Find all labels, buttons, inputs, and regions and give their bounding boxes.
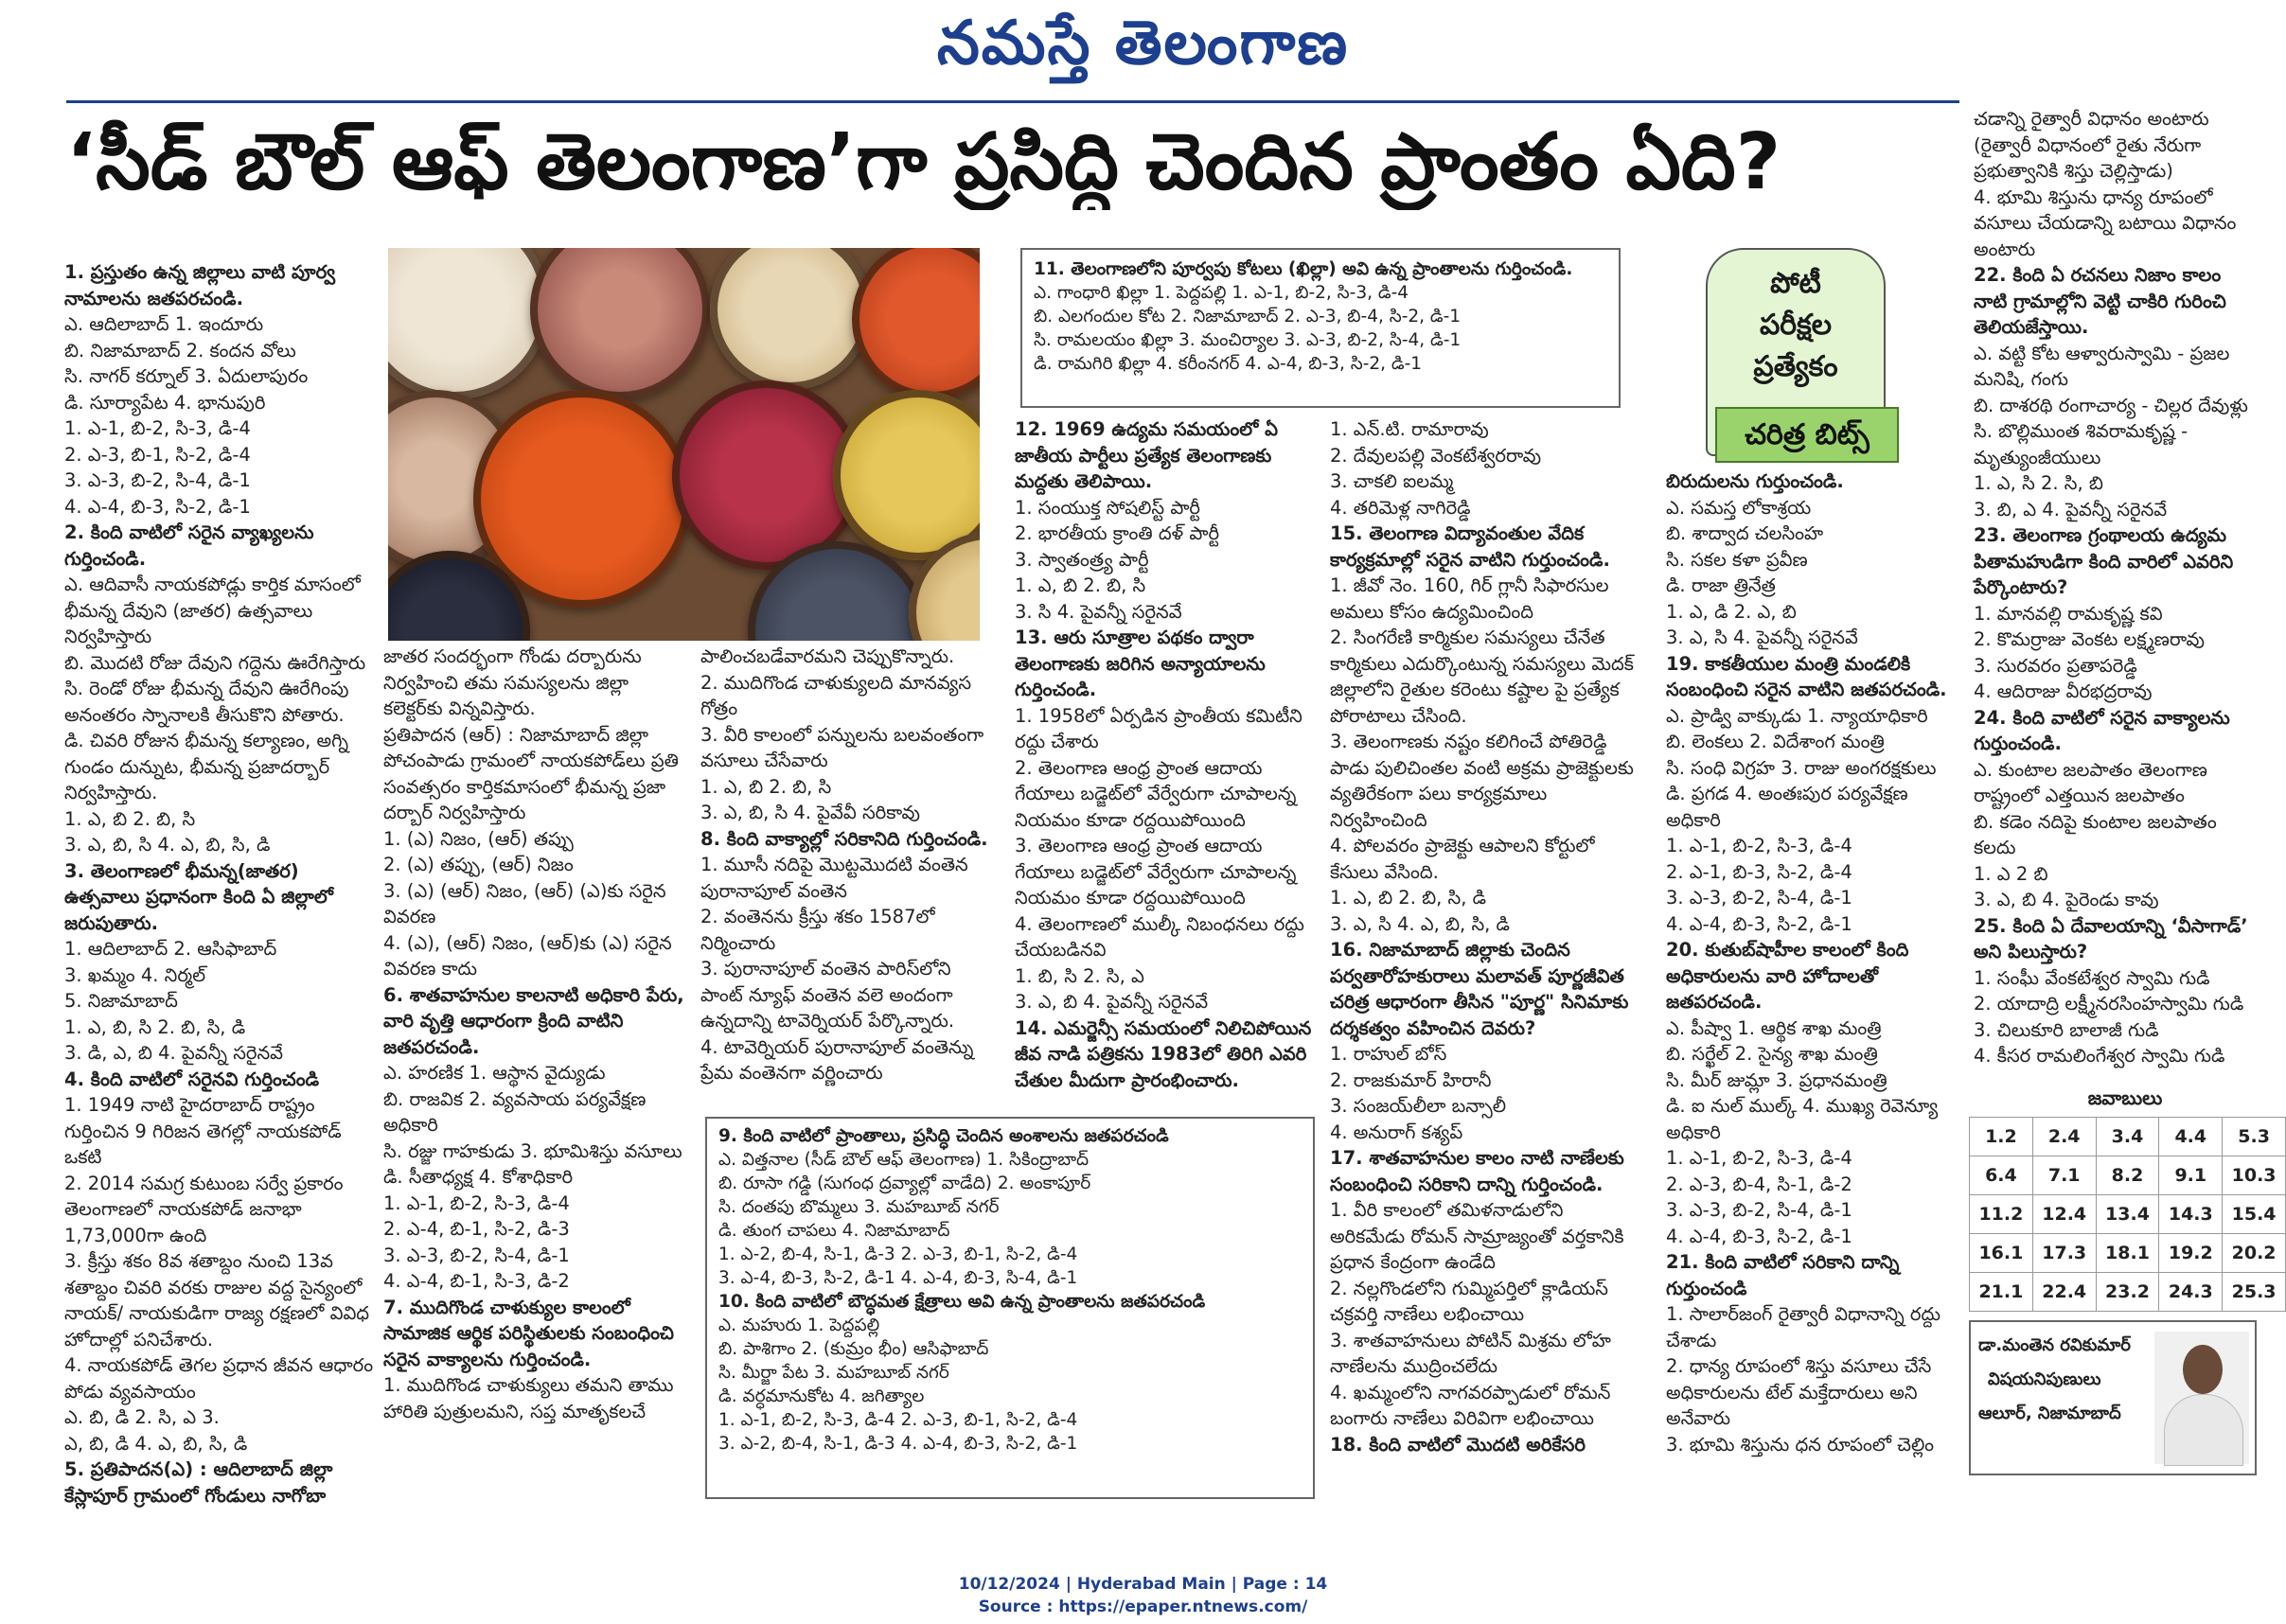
option-text: 2. 2014 సమగ్ర కుటుంబ సర్వే ప్రకారం తెలంగాణలో నాయకపోడ్ జనాభా 1,73,000గా ఉంది xyxy=(64,1172,344,1246)
option-text: డి. వర్ధమానుకోట 4. జగిత్యాల xyxy=(718,1386,925,1406)
answer-cell: 10.3 xyxy=(2223,1156,2286,1195)
option-text: బి. దాశరథి రంగాచార్య - చిల్లర దేవుళ్లు xyxy=(1974,394,2248,416)
bowl-speckled-beans xyxy=(530,248,710,399)
option-text: 1. ఎ 2 బి xyxy=(1974,862,2048,885)
author-name: డా.మంతెన రవికుమార్ xyxy=(1978,1335,2131,1355)
option-text: 2. ఎ-1, బి-3, సి-2, డి-4 xyxy=(1666,860,1852,883)
option-text: 1. ఎ-2, బి-4, సి-1, డి-3 2. ఎ-3, బి-1, సి-2, డి-4 xyxy=(718,1244,1078,1264)
option-text: సి. రజ్జు గాహకుడు 3. భూమిశిస్తు వసూలు xyxy=(383,1139,682,1162)
col6-lines xyxy=(1666,468,1950,1457)
option-text: బి. కడెం నదిపై కుంటాల జలపాతం కలదు xyxy=(1974,810,2217,858)
question-text: 16. నిజామాబాద్ జిల్లాకు చెందిన పర్వతారోహకురాలు మలావత్ పూర్ణజీవిత చరిత్ర ఆధారంగా తీసిన "పూర్ణ" సినిమాకు దర్శకత్వం వహించిన దెవరు? xyxy=(1330,939,1629,1039)
option-text: 2. ఎ-3, బి-4, సి-1, డి-2 xyxy=(1666,1173,1852,1195)
question-text: 5. ప్రతిపాదన(ఎ) : ఆదిలాబాద్ జిల్లా కేస్లాపూర్ గ్రామంలో గోండులు నాగోబా xyxy=(64,1458,333,1507)
option-text: ఎ, బి, డి 4. ఎ, బి, సి, డి xyxy=(64,1432,248,1455)
badge-line-1: పోటీ xyxy=(1770,267,1821,300)
option-text: 1. ఎ, బి, సి 2. బి, సి, డి xyxy=(64,1015,246,1038)
answer-cell: 18.1 xyxy=(2096,1234,2159,1273)
option-text: 1. ఎ-1, బి-2, సి-3, డి-4 xyxy=(383,1192,570,1214)
option-text: ఎ. బి, డి 2. సి, ఎ 3. xyxy=(64,1406,220,1428)
answer-cell: 22.4 xyxy=(2032,1273,2096,1312)
option-text: 1. ఎ-1, బి-2, సి-3, డి-4 xyxy=(1666,1147,1852,1169)
option-text: 2. ధాన్య రూపంలో శిస్తు వసూలు చేసే అధికారులను టేల్ మక్తేదారులు అని అనేవారు xyxy=(1666,1355,1932,1429)
option-text: 1. మానవల్లి రామకృష్ణ కవి xyxy=(1974,602,2163,625)
option-text: 2. (ఎ) తప్పు, (ఆర్) నిజం xyxy=(383,854,574,875)
option-text: 1. ఎ, బి 2. బి, సి, డి xyxy=(1330,887,1487,909)
column-6 xyxy=(1666,468,1950,1457)
answer-cell: 25.3 xyxy=(2223,1273,2286,1312)
option-text: 3. సి 4. పైవన్నీ సరైనవే xyxy=(1015,600,1182,623)
option-text: ఎ. పీష్వా 1. ఆర్థిక శాఖ మంత్రి xyxy=(1666,1016,1882,1039)
option-text: 3. సంజయ్‌లీలా బన్సాలీ xyxy=(1330,1095,1507,1117)
option-text: బి. శాద్వాద చలసింహ xyxy=(1666,522,1824,544)
headline: ‘సీడ్ బౌల్ ఆఫ్ తెలంగాణ’గా ప్రసిద్ధి చెందిన ప్రాంతం ఏది? xyxy=(66,117,1781,207)
option-text: 4. పోలవరం ప్రాజెక్టు ఆపాలని కోర్టులో కేసులు వేసింది. xyxy=(1330,835,1595,883)
answer-cell: 17.3 xyxy=(2032,1234,2096,1273)
badge-line-2: పరీక్షల xyxy=(1759,309,1833,342)
option-text: సి. సకల కళా ప్రవీణ xyxy=(1666,548,1808,571)
answer-cell: 20.2 xyxy=(2223,1234,2286,1273)
answer-cell: 1.2 xyxy=(1970,1118,2033,1156)
option-text: 4. ఎ-4, బి-3, సి-2, డి-1 xyxy=(1666,1225,1852,1247)
option-text: 3. చాకలి ఐలమ్మ xyxy=(1330,470,1454,492)
option-text: 1. సాలార్‌జంగ్ రైత్వారీ విధానాన్ని రద్దు చేశాడు xyxy=(1666,1303,1940,1351)
option-text: 1. సంయుక్త సోషలిస్ట్ పార్టీ xyxy=(1015,496,1200,519)
option-text: 1. ముదిగొండ చాళుక్యులు తమని తాము హారితి పుత్రులమని, సప్త మాతృకలచే xyxy=(383,1374,674,1422)
option-text: డి. ఐ నుల్ ముల్క్ 4. ముఖ్య రెవెన్యూ అధికారి xyxy=(1666,1095,1939,1143)
option-text: ఎ. హరణిక 1. ఆస్థాన వైద్యుడు xyxy=(383,1062,606,1084)
option-text: 1. ఎన్.టి. రామారావు xyxy=(1330,418,1489,440)
question-text: 24. కింది వాటిలో సరైన వాక్యాలను గుర్తుంచండి. xyxy=(1974,706,2230,754)
box9-lines xyxy=(718,1124,1305,1456)
option-text: డి. తుంగ చాపలు 4. నిజామాబాద్ xyxy=(718,1221,950,1241)
option-text: 2. రాజకుమార్ హిరానీ xyxy=(1330,1068,1492,1091)
option-text: 1. ఎ, బి 2. బి, సి xyxy=(700,775,832,798)
option-text: 2. ఎ-3, బి-1, సి-2, డి-4 xyxy=(64,443,251,466)
option-text: ఎ. కుంటాల జలపాతం తెలంగాణ రాష్ట్రంలో ఎత్తయిన జలపాతం xyxy=(1974,758,2207,806)
question-text: 11. తెలంగాణలోని పూర్వపు కోటలు (ఖిల్లా) అవి ఉన్న ప్రాంతాలను గుర్తించండి. xyxy=(1034,259,1573,279)
questions-9-10-box xyxy=(705,1117,1315,1499)
option-text: 3. ఎ-4, బి-3, సి-2, డి-1 4. ఎ-4, బి-3, సి-4, డి-1 xyxy=(718,1268,1078,1288)
option-text: 4. తెలంగాణలో ముల్కీ నిబంధనలు రద్దు చేయబడినవి xyxy=(1015,912,1304,961)
option-text: బి. ఎలగందుల కోట 2. నిజామాబాద్ 2. ఎ-3, బి-4, సి-2, డి-1 xyxy=(1034,307,1462,327)
option-text: ఎ. గాంధారి ఖిల్లా 1. పెద్దపల్లి 1. ఎ-1, బి-2, సి-3, డి-4 xyxy=(1034,283,1409,303)
question-text: 15. తెలంగాణ విద్యావంతుల వేదిక కార్యక్రమాల్లో సరైన వాటిని గుర్తుంచండి. xyxy=(1330,522,1610,571)
answers-title: జవాబులు xyxy=(2087,1086,2163,1109)
option-text: 2. ముదిగొండ చాళుక్యులది మానవ్యస గోత్రం xyxy=(700,671,972,719)
author-photo xyxy=(2154,1332,2249,1464)
option-text: 1. ఎ, డి 2. ఎ, బి xyxy=(1666,600,1797,623)
question-text: 10. కింది వాటిలో బౌద్ధమత క్షేత్రాలు అవి ఉన్న ప్రాంతాలను జతపరచండి xyxy=(718,1292,1206,1312)
masthead-rule xyxy=(66,100,1959,103)
option-text: ఎ. వట్టి కోట ఆళ్వారుస్వామి - ప్రజల మనిషి, గంగు xyxy=(1974,342,2230,390)
footer-date-line: 10/12/2024 | Hyderabad Main | Page : 14 xyxy=(958,1575,1328,1594)
option-text: సి. సంధి విగ్రహ 3. రాజు అంగరక్షకులు xyxy=(1666,756,1937,779)
option-text: బి. రూసా గడ్డి (సుగంధ ద్రవ్యాల్లో వాడేది) 2. అంకాపూర్ xyxy=(718,1174,1091,1193)
masthead: నమస్తే తెలంగాణ xyxy=(936,8,1350,79)
option-text: 3. డి, ఎ, బి 4. పైవన్నీ సరైనవే xyxy=(64,1042,284,1064)
answers-row xyxy=(1970,1273,2286,1312)
option-text: డి. చివరి రోజున భీమన్న కల్యాణం, అగ్ని గుండం దున్నుట, భీమన్న ప్రజాదర్బార్ నిర్వహిస్తారు. xyxy=(64,730,348,803)
answer-cell: 4.4 xyxy=(2159,1118,2223,1156)
question-text: 22. కింది ఏ రచనలు నిజాం కాలం నాటి గ్రామాల్లోని వెట్టి చాకిరి గురించి తెలియజేస్తాయి. xyxy=(1974,264,2226,338)
option-text: సి. నాగర్ కర్నూల్ 3. ఏదులాపురం xyxy=(64,365,309,387)
question-text: 3. తెలంగాణలో భీమన్న(జాతర) ఉత్సవాలు ప్రధానంగా కింది ఏ జిల్లాలో జరుపుతారు. xyxy=(64,859,333,934)
option-text: డి. ప్రగడ 4. అంతఃపుర పర్యవేక్షణ అధికారి xyxy=(1666,783,1908,831)
option-text: 1. రాహుల్ బోస్ xyxy=(1330,1043,1447,1065)
option-text: 4. ఎ-4, బి-3, సి-2, డి-1 xyxy=(1666,912,1852,935)
answer-cell: 24.3 xyxy=(2159,1273,2223,1312)
option-text: ఎ. ప్రాడ్వి వాక్కుడు 1. న్యాయాధికారి xyxy=(1666,704,1928,727)
option-text: సి. రెండో రోజు భీమన్న దేవుని ఊరేగింపు అనంతరం స్నానాలకి తీసుకొని పోతారు. xyxy=(64,678,349,726)
question-text: 6. శాతవాహనుల కాలనాటి అధికారి పేరు, వారి వృత్తి ఆధారంగా క్రింది వాటిని జతపరచండి. xyxy=(383,983,684,1058)
answer-cell: 8.2 xyxy=(2096,1156,2159,1195)
option-text: 1. (ఎ) నిజం, (ఆర్) తప్పు xyxy=(383,827,574,850)
option-text: 1. మూసీ నదిపై మొట్టమొదటి వంతెన పురానాపూల్ వంతెన xyxy=(700,854,968,902)
option-text: 3. క్రీస్తు శకం 8వ శతాబ్దం నుంచి 13వ శతాబ్దం చివరి వరకు రాజుల వద్ద సైన్యంలో నాయక్/ నాయకుడిగా రాజ్య రక్షణలో వివిధ హోదాల్లో పనిచేశారు. xyxy=(64,1250,370,1350)
author-photo-body xyxy=(2164,1394,2243,1466)
option-text: 3. స్వాతంత్ర్య పార్టీ xyxy=(1015,548,1149,571)
answer-cell: 12.4 xyxy=(2032,1195,2096,1234)
option-text: 2. యాదాద్రి లక్ష్మీనరసింహస్వామి గుడి xyxy=(1974,993,2244,1015)
option-text: 1. 1958లో ఏర్పడిన ప్రాంతీయ కమిటీని రద్దు చేశారు xyxy=(1015,704,1302,752)
answer-cell: 3.4 xyxy=(2096,1118,2159,1156)
option-text: బి. నిజామాబాద్ 2. కందన వోలు xyxy=(64,339,296,362)
bowl-red-lentils-1 xyxy=(852,248,980,399)
answer-cell: 14.3 xyxy=(2159,1195,2223,1234)
option-text: 2. ఎ-4, బి-1, సి-2, డి-3 xyxy=(383,1218,570,1240)
question-text: 21. కింది వాటిలో సరికాని దాన్ని గుర్తుంచండి xyxy=(1666,1251,1900,1299)
option-text: 3. బి, ఎ 4. పైవన్నీ సరైనవే xyxy=(1974,498,2168,521)
option-text: ఎ. విత్తనాల (సీడ్ బౌల్ ఆఫ్ తెలంగాణ) 1. సికింద్రాబాద్ xyxy=(718,1150,1090,1170)
option-text: ప్రతిపాదన (ఆర్) : నిజామాబాద్ జిల్లా పోచంపాడు గ్రామంలో నాయకపోడ్‌లు ప్రతి సంవత్సరం కార్తికమాసంలో భీమన్న ప్రజా దర్బార్ నిర్వహిస్తారు xyxy=(383,723,679,823)
option-text: 4. అనురాగ్ కశ్యప్ xyxy=(1330,1121,1463,1143)
option-text: ఎ. మహురు 1. పెద్దపల్లి xyxy=(718,1315,880,1335)
answers-table xyxy=(1969,1117,2286,1312)
option-text: 2. వంతెనను క్రీస్తు శకం 1587లో నిర్మించారు xyxy=(700,906,935,954)
option-text: డి. సూర్యాపేట 4. భానుపురి xyxy=(64,391,266,414)
answers-row xyxy=(1970,1234,2286,1273)
option-text: 3. ఎ-3, బి-2, సి-4, డి-1 xyxy=(383,1244,570,1266)
option-text: 1. బి, సి 2. సి, ఎ xyxy=(1015,964,1144,987)
question-text: 4. కింది వాటిలో సరైనవి గుర్తించండి xyxy=(64,1068,320,1090)
author-role: విషయనిపుణులు xyxy=(1988,1369,2101,1389)
answers-row xyxy=(1970,1195,2286,1234)
footer-source-line: Source : https://epaper.ntnews.com/ xyxy=(978,1598,1308,1616)
option-text: సి. రామలయం ఖిల్లా 3. మంచిర్యాల 3. ఎ-3, బి-2, సి-4, డి-1 xyxy=(1034,330,1462,350)
option-text: 3. సురవరం ప్రతాపరెడ్డి xyxy=(1974,654,2137,677)
option-text: 4. ఎ-4, బి-1, సి-3, డి-2 xyxy=(383,1270,570,1292)
option-text: బి. మొదటి రోజు దేవుని గద్దెను ఊరేగిస్తారు xyxy=(64,651,366,674)
author-place: ఆలూర్, నిజామాబాద్ xyxy=(1978,1403,2121,1423)
col3-lines xyxy=(700,644,994,1086)
column-2 xyxy=(383,644,686,1424)
option-text: 3. ఎ-3, బి-2, సి-4, డి-1 xyxy=(1666,887,1852,909)
option-text: జాతర సందర్భంగా గోండు దర్బారును నిర్వహించి తమ సమస్యలను జిల్లా కలెక్టర్‌కు విన్నవిస్తారు. xyxy=(383,645,642,719)
option-text: పాలించబడేవారమని చెప్పుకొన్నారు. xyxy=(700,645,955,667)
question-text: 23. తెలంగాణ గ్రంథాలయ ఉద్యమ పితామహుడిగా కింది వారిలో ఎవరిని పేర్కొంటారు? xyxy=(1974,524,2234,598)
question-text: బిరుదులను గుర్తుంచండి. xyxy=(1666,470,1844,492)
option-text: 3. ఎ, బి 4. పైవన్నీ సరైనవే xyxy=(1015,991,1209,1013)
option-text: 4. ఆదిరాజు వీరభద్రరావు xyxy=(1974,680,2153,702)
column-1 xyxy=(64,259,377,1509)
column-4 xyxy=(1015,416,1318,1093)
box11-lines xyxy=(1034,257,1611,376)
option-text: ఎ. ఆదివాసీ నాయకపోడ్లు కార్తిక మాసంలో భీమన్న దేవుని (జాతర) ఉత్సవాలు నిర్వహిస్తారు xyxy=(64,574,361,647)
question-text: 20. కుతుబ్‌షాహీల కాలంలో కింది అధికారులను వారి హోదాలతో జతపరచండి. xyxy=(1666,939,1909,1013)
option-text: 3. ఎ, బి, సి 4. ఎ, బి, సి, డి xyxy=(64,834,271,856)
option-text: 3. శాతవాహనులు పోటిన్ మిశ్రమ లోహ నాణేలను ముద్రించలేదు xyxy=(1330,1329,1611,1377)
bowl-white-beans xyxy=(388,248,549,399)
option-text: 1. ఎ-1, బి-2, సి-3, డి-4 xyxy=(64,417,251,439)
answer-cell: 11.2 xyxy=(1970,1195,2033,1234)
question-text: 25. కింది ఏ దేవాలయాన్ని ‘వీసాగాడ్’ అని పిలుస్తారు? xyxy=(1974,914,2248,962)
column-7 xyxy=(1974,106,2258,1069)
answer-cell: 6.4 xyxy=(1970,1156,2033,1195)
history-bits-tag: చరిత్ర బిట్స్ xyxy=(1715,407,1899,463)
question-text: 8. కింది వాక్యాల్లో సరికానిది గుర్తించండి. xyxy=(700,827,988,850)
option-text: 3. ఎ-3, బి-2, సి-4, డి-1 xyxy=(1666,1199,1852,1221)
question-text: 18. కింది వాటిలో మొదటి అరికేసరి xyxy=(1330,1433,1586,1456)
option-text: 4. ఎ-4, బి-3, సి-2, డి-1 xyxy=(64,495,251,518)
answer-cell: 15.4 xyxy=(2223,1195,2286,1234)
option-text: బి. రాజవిక 2. వ్యవసాయ పర్యవేక్షణ అధికారి xyxy=(383,1087,647,1136)
option-text: 3. ఎ-2, బి-4, సి-1, డి-3 4. ఎ-4, బి-3, సి-2, డి-1 xyxy=(718,1434,1078,1454)
option-text: 1. వీరి కాలంలో తమిళనాడులోని అరికమేడు రోమన్ సామ్రాజ్యంతో వర్తకానికి ప్రధాన కేంద్రంగా ఉండేది xyxy=(1330,1199,1624,1273)
option-text: 1. సంఘీ వేంకటేశ్వర స్వామి గుడి xyxy=(1974,966,2210,989)
option-text: 3. భూమి శిస్తును ధన రూపంలో చెల్లిం xyxy=(1666,1433,1934,1456)
column-5 xyxy=(1330,416,1642,1457)
question-text: 12. 1969 ఉద్యమ సమయంలో ఏ జాతీయ పార్టీలు ప్రత్యేక తెలంగాణకు మద్దతు తెలిపాయి. xyxy=(1015,418,1278,492)
option-text: 3. ఎ, సి 4. ఎ, బి, సి, డి xyxy=(1330,912,1510,935)
option-text: 3. (ఎ) (ఆర్) నిజం, (ఆర్) (ఎ)కు సరైన వివరణ xyxy=(383,879,666,927)
option-text: 2. కొమర్రాజు వెంకట లక్ష్మణరావు xyxy=(1974,628,2205,650)
option-text: బి. లెంకలు 2. విదేశాంగ మంత్రి xyxy=(1666,731,1885,752)
question-text: 13. ఆరు సూత్రాల పథకం ద్వారా తెలంగాణకు జరిగిన అన్యాయాలను గుర్తించండి. xyxy=(1015,627,1266,700)
question-text: 7. ముదిగొండ చాళుక్యుల కాలంలో సామాజిక ఆర్థిక పరిస్థితులకు సంబంధించి సరైన వాక్యాలను గుర్తించండి. xyxy=(383,1296,674,1370)
question-text: 17. శాతవాహనుల కాలం నాటి నాణేలకు సంబంధించి సరికాని దాన్ని గుర్తించండి. xyxy=(1330,1147,1624,1195)
answer-cell: 19.2 xyxy=(2159,1234,2223,1273)
option-text: 1. ఎ, బి 2. బి, సి xyxy=(1015,574,1146,596)
answer-cell: 16.1 xyxy=(1970,1234,2033,1273)
option-text: 1. ఆదిలాబాద్ 2. ఆసిఫాబాద్ xyxy=(64,938,277,960)
option-text: 2. తెలంగాణ ఆంధ్ర ప్రాంత ఆదాయ గేయాలు బడ్జెట్‌లో వేర్వేరుగా చూపాలన్న నియమం కూడా రద్దయిపోయింది xyxy=(1015,756,1297,831)
option-text: 1. ఎ-1, బి-2, సి-3, డి-4 2. ఎ-3, బి-1, సి-2, డి-4 xyxy=(718,1410,1078,1430)
question-text: 9. కింది వాటిలో ప్రాంతాలు, ప్రసిద్ధి చెందిన అంశాలను జతపరచండి xyxy=(718,1126,1169,1146)
option-text: 4. భూమి శిస్తును ధాన్య రూపంలో వసూలు చేయడాన్ని బటాయి విధానం అంటారు xyxy=(1974,185,2237,260)
option-text: 2. దేవులపల్లి వెంకటేశ్వరరావు xyxy=(1330,444,1542,467)
question-text: 1. ప్రస్తుతం ఉన్న జిల్లాలు వాటి పూర్వ నామాలను జతపరచండి. xyxy=(64,261,336,309)
option-text: సి. దంతపు బొమ్మలు 3. మహబూబ్ నగర్ xyxy=(718,1197,1000,1217)
option-text: డి. రామగిరి ఖిల్లా 4. కరీంనగర్ 4. ఎ-4, బి-3, సి-2, డి-1 xyxy=(1034,354,1423,374)
answer-cell: 5.3 xyxy=(2223,1118,2286,1156)
option-text: ఎ. ఆదిలాబాద్ 1. ఇందూరు xyxy=(64,313,264,335)
seed-bowls-photo xyxy=(388,248,980,641)
option-text: 3. పురానాపూల్ వంతెన పారిస్‌లోని పాంట్ న్యూఫ్ వంతెన వలె అందంగా ఉన్నదాన్ని టావెర్నియర్ పేర్కొన్నారు. xyxy=(700,958,955,1032)
option-text: 4. తరిమెళ్ల నాగిరెడ్డి xyxy=(1330,496,1471,519)
option-text: చడాన్ని రైత్వారీ విధానం అంటారు (రైత్వారీ విధానంలో రైతు నేరుగా ప్రభుత్వానికి శిస్తు చెల్లిస్తాడు) xyxy=(1974,108,2209,182)
bowl-chickpeas xyxy=(710,248,871,390)
option-text: 2. నల్లగొండలోని గుమ్మిపర్తిలో క్లాడియస్ చక్రవర్తి నాణేలు లభించాయి xyxy=(1330,1277,1608,1325)
option-text: 3. ఎ, బి 4. పైరెండు కావు xyxy=(1974,889,2159,910)
option-text: సి. బొల్లిముంత శివరామకృష్ణ - మృత్యుంజీయులు xyxy=(1974,420,2189,468)
option-text: 3. ఎ, సి 4. పైవన్నీ సరైనవే xyxy=(1666,627,1858,648)
col4-lines xyxy=(1015,416,1318,1093)
option-text: 3. తెలంగాణకు నష్టం కలిగించే పోతిరెడ్డి పాడు పులిచింతల వంటి అక్రమ ప్రాజెక్టులకు వ్యతిరేకంగా పలు కార్యక్రమాలు నిర్వహించింది xyxy=(1330,731,1634,831)
col5-lines xyxy=(1330,416,1642,1457)
option-text: 3. తెలంగాణ ఆంధ్ర ప్రాంత ఆదాయ గేయాలు బడ్జెట్‌లో వేర్వేరుగా చూపాలన్న నియమం కూడా రద్దయిపోయింది xyxy=(1015,835,1297,909)
question-text: 2. కింది వాటిలో సరైన వ్యాఖ్యలను గుర్తించండి. xyxy=(64,521,314,570)
option-text: 4. నాయకపోడ్ తెగల ప్రధాన జీవన ఆధారం పోడు వ్యవసాయం xyxy=(64,1354,374,1403)
answers-row xyxy=(1970,1156,2286,1195)
option-text: సి. మీర్జా పేట 3. మహబూబ్ నగర్ xyxy=(718,1363,949,1383)
answers-row xyxy=(1970,1118,2286,1156)
question-11-box xyxy=(1020,248,1621,408)
option-text: 3. వీరి కాలంలో పన్నులను బలవంతంగా వసూలు చేసేవారు xyxy=(700,723,984,771)
answer-cell: 7.1 xyxy=(2032,1156,2096,1195)
author-box xyxy=(1969,1320,2257,1475)
option-text: సి. మీర్ జుమ్లా 3. ప్రధానమంత్రి xyxy=(1666,1068,1887,1091)
option-text: 5. నిజామాబాద్ xyxy=(64,990,178,1012)
answer-cell: 13.4 xyxy=(2096,1195,2159,1234)
author-photo-head xyxy=(2183,1345,2223,1394)
col7-lines xyxy=(1974,106,2258,1069)
option-text: 1. ఎ-1, బి-2, సి-3, డి-4 xyxy=(1666,835,1852,856)
option-text: 4. ఖమ్మంలోని నాగవరప్పాడులో రోమన్ బంగారు నాణేలు విరివిగా లభించాయి xyxy=(1330,1381,1611,1429)
option-text: 3. ఖమ్మం 4. నిర్మల్ xyxy=(64,963,206,986)
col1-lines xyxy=(64,259,377,1509)
col2-lines xyxy=(383,644,686,1424)
option-text: బి. పాశిగాం 2. (కుమ్రం భీం) ఆసిఫాబాద్ xyxy=(718,1339,989,1359)
question-text: 19. కాకతీయుల మంత్రి మండలికి సంబంధించి సరైన వాటిని జతపరచండి. xyxy=(1666,652,1947,700)
option-text: 3. ఎ-3, బి-2, సి-4, డి-1 xyxy=(64,469,251,491)
answer-cell: 21.1 xyxy=(1970,1273,2033,1312)
bowl-yellow-peas xyxy=(833,390,980,560)
answer-cell: 23.2 xyxy=(2096,1273,2159,1312)
answer-cell: 9.1 xyxy=(2159,1156,2223,1195)
option-text: డి. రాజా త్రినేత్ర xyxy=(1666,574,1776,596)
option-text: 1. 1949 నాటి హైదరాబాద్ రాష్ట్రం గుర్తించిన 9 గిరిజన తెగల్లో నాయకపోడ్ ఒకటి xyxy=(64,1094,342,1168)
option-text: 1. జీవో నెం. 160, గిర్ గ్లానీ సిఫారసుల అమలు కోసం ఉద్యమించింది xyxy=(1330,574,1609,623)
option-text: 2. భారతీయ క్రాంతి దళ్ పార్టీ xyxy=(1015,522,1220,544)
option-text: 4. టావెర్నియర్ పురానాపూల్ వంతెన్ను ప్రేమ వంతెనగా వర్ణించారు xyxy=(700,1035,974,1084)
column-3 xyxy=(700,644,994,1086)
answer-cell: 2.4 xyxy=(2032,1118,2096,1156)
option-text: 1. ఎ, సి 2. సి, బి xyxy=(1974,472,2103,494)
option-text: బి. సర్ఖేల్ 2. సైన్య శాఖ మంత్రి xyxy=(1666,1043,1878,1065)
option-text: 3. ఎ, బి, సి 4. పైవేవీ సరికావు xyxy=(700,802,920,823)
option-text: 2. సింగరేణి కార్మికుల సమస్యలు చేనేత కార్మికులు ఎదుర్కొంటున్న సమస్యలు మెదక్ జిల్లాలోని రైతుల కరెంటు కష్టాల పై ప్రత్యేక పోరాటాలు చేసింది. xyxy=(1330,627,1634,727)
badge-line-3: ప్రత్యేకం xyxy=(1753,350,1838,383)
option-text: 4. (ఎ), (ఆర్) నిజం, (ఆర్)కు (ఎ) సరైన వివరణ కాదు xyxy=(383,931,672,980)
option-text: 1. ఎ, బి 2. బి, సి xyxy=(64,807,196,830)
option-text: ఎ. సమస్త లోకాశ్రయ xyxy=(1666,496,1812,519)
option-text: 4. కీసర రామలింగేశ్వర స్వామి గుడి xyxy=(1974,1045,2225,1067)
option-text: 3. చిలుకూరి బాలాజీ గుడి xyxy=(1974,1018,2159,1041)
question-text: 14. ఎమర్జెన్సీ సమయంలో నిలిచిపోయిన జీవ నాడి పత్రికను 1983లో తిరిగి ఎవరి చేతుల మీదుగా ప్రారంభించారు. xyxy=(1015,1016,1312,1091)
option-text: డి. సీతాధ్యక్ష 4. కోశాధికారి xyxy=(383,1166,574,1188)
